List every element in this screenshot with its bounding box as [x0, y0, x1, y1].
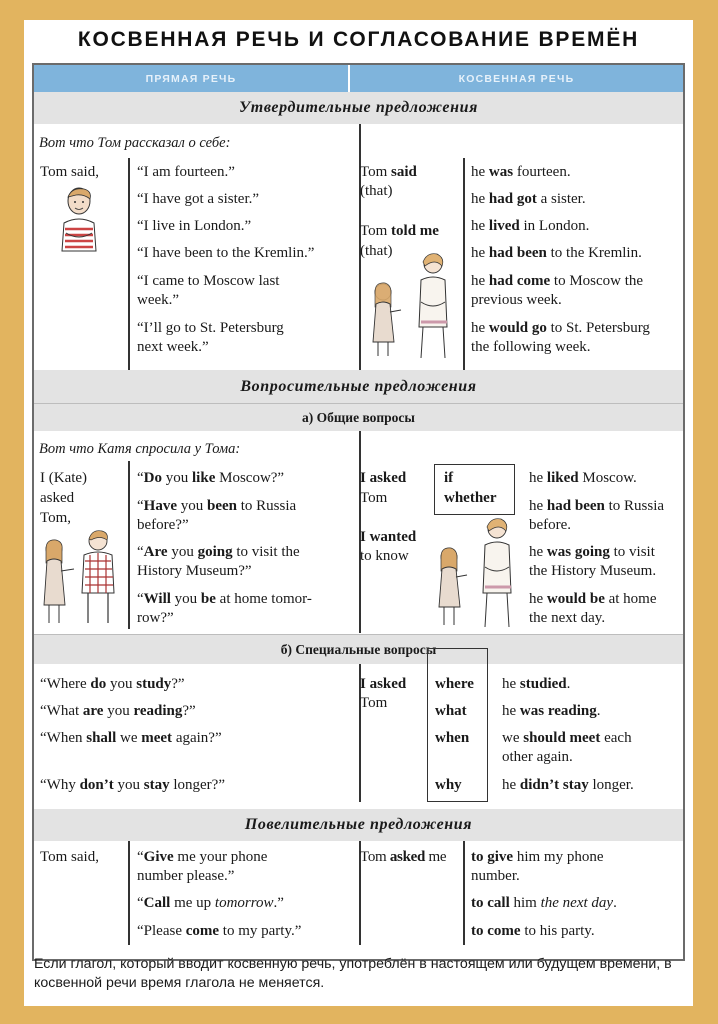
indirect-line: he had been to Russia: [529, 498, 665, 514]
intro-text: Вот что Том рассказал о себе:: [39, 135, 231, 151]
speaker-label: Tom said,: [40, 849, 99, 865]
direct-line: “I am fourteen.”: [137, 164, 235, 180]
band-imperative: Повелительные предложения: [34, 809, 683, 841]
wh-word: what: [435, 703, 467, 719]
speaker-label: Tom said,: [40, 164, 99, 180]
question-line: row?”: [137, 610, 174, 626]
speaker-label: I (Kate): [40, 470, 88, 486]
reporting-clause: Tom: [360, 695, 388, 711]
direct-line: “Call me up tomorrow.”: [137, 895, 284, 911]
reporting-clause: Tom said: [360, 164, 417, 180]
reporting-clause: I asked: [360, 676, 407, 692]
indirect-line: he would go to St. Petersburg: [471, 320, 650, 336]
reporting-clause: I asked: [360, 470, 407, 486]
question-line: before?”: [137, 517, 189, 533]
girl-and-woman-illustration: [429, 513, 525, 629]
band-affirmative: Утвердительные предложения: [34, 92, 683, 124]
direct-line: “I have got a sister.”: [137, 191, 260, 207]
indirect-line: number.: [471, 868, 520, 884]
direct-line: next week.”: [137, 339, 209, 355]
reporting-clause: (that): [360, 183, 393, 199]
reporting-clause: Tom asked me: [360, 849, 447, 865]
band-interrogative: Вопросительные предложения: [34, 370, 683, 403]
reporting-clause: (that): [360, 243, 393, 259]
divider: [128, 158, 130, 373]
divider: [463, 841, 465, 945]
indirect-line: the next day.: [529, 610, 606, 626]
indirect-line: previous week.: [471, 292, 562, 308]
header-indirect-speech: КОСВЕННАЯ РЕЧЬ: [350, 65, 683, 92]
direct-line: “Give me your phone: [137, 849, 268, 865]
indirect-line: he had come to Moscow the: [471, 273, 644, 289]
wh-word: where: [435, 676, 474, 692]
question-line: “Do you like Moscow?”: [137, 470, 285, 486]
indirect-line: before.: [529, 517, 572, 533]
direct-line: “I live in London.”: [137, 218, 252, 234]
conjunction-whether: whether: [444, 490, 497, 506]
question-line: “What are you reading?”: [40, 703, 196, 719]
question-line: “Will you be at home tomor-: [137, 591, 312, 607]
question-line: “Where do you study?”: [40, 676, 185, 692]
indirect-line: he lived in London.: [471, 218, 590, 234]
indirect-line: he would be at home: [529, 591, 657, 607]
speaker-label: Tom,: [40, 510, 72, 526]
indirect-line: to give him my phone: [471, 849, 604, 865]
indirect-line: the History Museum.: [529, 563, 657, 579]
reporting-clause: I wanted: [360, 529, 417, 545]
indirect-line: he was fourteen.: [471, 164, 571, 180]
direct-line: “I have been to the Kremlin.”: [137, 245, 315, 261]
indirect-line: we should meet each: [502, 730, 632, 746]
indirect-line: he didn’t stay longer.: [502, 777, 634, 793]
indirect-line: he liked Moscow.: [529, 470, 637, 486]
question-line: “Why don’t you stay longer?”: [40, 777, 225, 793]
indirect-line: to call him the next day.: [471, 895, 617, 911]
header-direct-speech: ПРЯМАЯ РЕЧЬ: [34, 65, 348, 92]
divider: [128, 461, 130, 629]
wh-word: when: [435, 730, 470, 746]
reporting-clause: to know: [360, 548, 409, 564]
indirect-line: he was reading.: [502, 703, 601, 719]
kate-and-tom-illustration: [36, 527, 126, 627]
divider: [128, 841, 130, 945]
footnote-text: Если глагол, который вводит косвенную речь, употреблён в настоящем или будущем времени, в косвенной речи время глагола не меняется.: [34, 956, 672, 991]
question-line: “When shall we meet again?”: [40, 730, 222, 746]
indirect-line: the following week.: [471, 339, 591, 355]
direct-line: “I came to Moscow last: [137, 273, 280, 289]
page-title: КОСВЕННАЯ РЕЧЬ И СОГЛАСОВАНИЕ ВРЕМЁН: [77, 28, 640, 51]
divider: [463, 158, 465, 373]
reporting-clause: Tom: [360, 490, 388, 506]
direct-line: week.”: [137, 292, 180, 308]
indirect-line: to come to his party.: [471, 923, 595, 939]
sub-band-special-questions: б) Специальные вопросы: [34, 634, 683, 664]
indirect-line: he was going to visit: [529, 544, 655, 560]
girl-and-woman-illustration: [361, 252, 461, 360]
indirect-line: other again.: [502, 749, 573, 765]
indirect-line: he had got a sister.: [471, 191, 586, 207]
indirect-line: he studied.: [502, 676, 571, 692]
question-line: “Have you been to Russia: [137, 498, 297, 514]
question-line: History Museum?”: [137, 563, 252, 579]
grammar-table: [32, 63, 685, 961]
wh-word: why: [435, 777, 462, 793]
speaker-label: asked: [40, 490, 75, 506]
reporting-clause: Tom told me: [360, 223, 439, 239]
boy-illustration: [54, 185, 104, 253]
question-line: “Are you going to visit the: [137, 544, 300, 560]
direct-line: “I’ll go to St. Petersburg: [137, 320, 284, 336]
intro-text: Вот что Катя спросила у Тома:: [39, 441, 241, 457]
header-divider: [348, 65, 350, 92]
direct-line: number please.”: [137, 868, 235, 884]
conjunction-if: if: [444, 470, 454, 486]
poster-sheet: [24, 20, 693, 1006]
sub-band-general-questions: а) Общие вопросы: [34, 403, 683, 431]
direct-line: “Please come to my party.”: [137, 923, 302, 939]
indirect-line: he had been to the Kremlin.: [471, 245, 642, 261]
